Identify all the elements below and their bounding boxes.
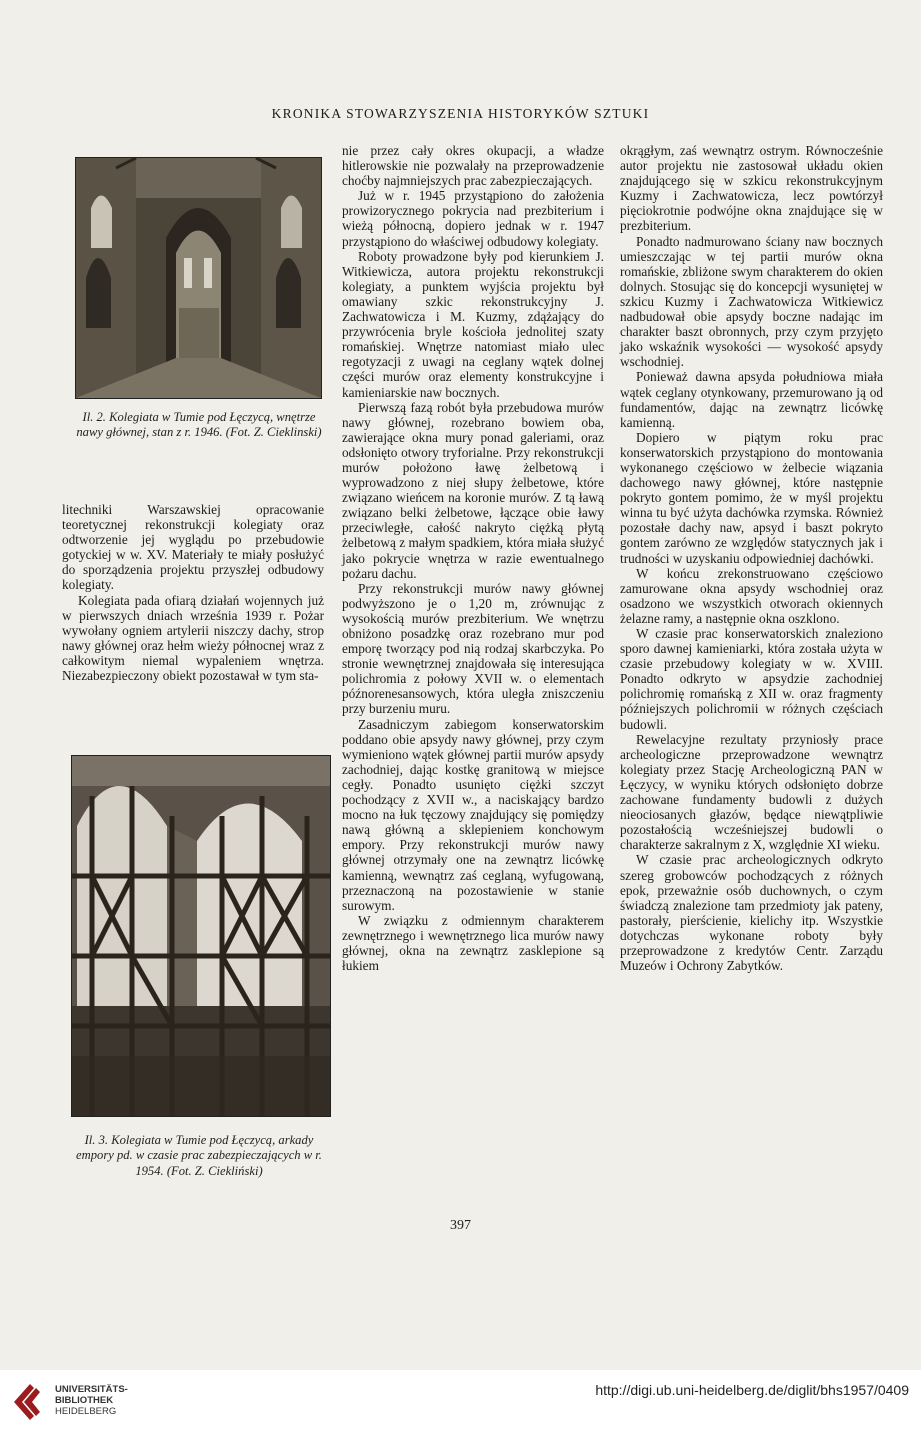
paragraph: Ponadto nadmurowano ściany naw bocznych umieszczając w tej partii murów okna romańskie, zbliżone swym charakterem do okien dolnych. Stosując się do koncepcji wysuniętej w szkicu Kuzmy i Zachwatowicza Witkiewicz nadbudował obie apsydy boczne nadając im charakter baszt obronnych, przy czym przyjęto jako wskaźnik wysokości — wysokość apsydy wschodniej. (620, 233, 883, 370)
permalink-url[interactable]: http://digi.ub.uni-heidelberg.de/diglit/bhs1957/0409 (595, 1382, 909, 1398)
paragraph: Pierwszą fazą robót była przebudowa murów nawy głównej, rozebrano bowiem oba, zawierające okna mury ponad galeriami, oraz odsłonięto otwory tryforialne. Przy rekonstrukcji murów położono ławę żelbetową i wyprowadzono z niej słupy żelbetowe, które związano wieńcem na koronie murów. Z tą ławą związano belki żelbetowe, łączące obie ławy przeciwległe, całość nakryto ciężką płytą żelbetową z małym spadkiem, która miała służyć jako pokrycie wnętrza w razie ewentualnego pożaru dachu. (342, 399, 604, 581)
paragraph: Już w r. 1945 przystąpiono do założenia prowizorycznego pokrycia nad prezbiterium i wieżą północną, dopiero jednak w r. 1947 przystąpiono do właściwej odbudowy kolegiaty. (342, 188, 604, 249)
university-library-logo-icon[interactable] (10, 1380, 50, 1424)
figure-2-photo (75, 157, 322, 399)
arcade-scaffolding-image (72, 756, 330, 1116)
library-name-line: UNIVERSITÄTS- (55, 1384, 128, 1395)
paragraph: Ponieważ dawna apsyda południowa miała wątek ceglany otynkowany, przemurowano ją od fundamentów, dając na zewnątrz licówkę kamienną. (620, 369, 883, 430)
paragraph: nie przez cały okres okupacji, a władze hitlerowskie nie pozwalały na przeprowadzenie choćby najmniejszych prac zabezpieczających. (342, 143, 604, 189)
figure-2-caption: Il. 2. Kolegiata w Tumie pod Łęczycą, wnętrze nawy głównej, stan z r. 1946. (Fot. Z. Cieklinski) (76, 410, 322, 440)
paragraph: W czasie prac konserwatorskich znaleziono sporo dawnej kamieniarki, która została użyta w czasie przebudowy kolegiaty w w. XVIII. Ponadto odkryto w apsydzie zachodniej polichromię romańską z XII w. oraz fragmenty późniejszych polichromii w różnych częściach budowli. (620, 626, 883, 732)
page-number: 397 (450, 1218, 471, 1233)
library-name-line: HEIDELBERG (55, 1406, 117, 1417)
text-column-left (62, 502, 324, 683)
text-column-middle (342, 143, 604, 973)
library-name-line: BIBLIOTHEK (55, 1395, 114, 1406)
paragraph: W czasie prac archeologicznych odkryto szereg grobowców pochodzących z różnych epok, przeważnie osób duchownych, o czym świadczą znalezione tam przedmioty jak pateny, pastorały, pierścienie, kielichy itp. Wszystkie dotychczas wykonane roboty były przeprowadzone z kredytów Centr. Zarządu Muzeów i Ochrony Zabytków. (620, 852, 883, 974)
paragraph: Kolegiata pada ofiarą działań wojennych już w pierwszych dniach września 1939 r. Pożar wywołany ogniem artylerii niszczy dachy, strop nawy głównej oraz hełm wieży północnej wraz z całkowitym niemal wypaleniem wnętrza. Niezabezpieczony obiekt pozostawał w tym sta- (62, 592, 324, 684)
paragraph: Dopiero w piątym roku prac konserwatorskich przystąpiono do montowania wykonanego częściowo w żelbecie wiązania dachowego nawy głównej, które następnie pokryto gontem pomimo, że w myśl projektu winna tu być użyta dachówka rzymska. Również pozostałe dachy naw, apsyd i baszt pokryto gontem zarówno ze względów statycznych jak i trudności w uzyskaniu odpowiedniej dachówki. (620, 429, 883, 566)
church-interior-image (76, 158, 321, 398)
paragraph: Zasadniczym zabiegom konserwatorskim poddano obie apsydy nawy głównej, przy czym wymieniono wątek głównej partii murów apsydy zachodniej, dając kostkę granitową w miejsce cegły. Ponadto usunięto ciężki szczyt pochodzący z XVII w., a naciskający bardzo mocno na łuk tęczowy znajdujący się pomiędzy nawą główną a sklepieniem konchowym empory. Przy rekonstrukcji murów nawy głównej otrzymały one na zewnątrz licówkę kamienną, wewnątrz zaś ceglaną, wyfugowaną, przeznaczoną na pozostawienie w stanie surowym. (342, 716, 604, 913)
paragraph: Rewelacyjne rezultaty przyniosły prace archeologiczne przeprowadzone wewnątrz kolegiaty przez Stację Archeologiczną PAN w Łęczycy, w wyniku których odsłonięto dobrze zachowane fundamenty budowli z dużych nieociosanych głazów, będące niewątpliwie pozostałością wcześniejszej budowli o charakterze sakralnym z X, względnie XI wieku. (620, 731, 883, 853)
paragraph: W związku z odmiennym charakterem zewnętrznego i wewnętrznego lica murów nawy głównej, okna na zewnątrz zasklepione są łukiem (342, 912, 604, 974)
viewer-footer (0, 1370, 921, 1437)
text-column-right (620, 143, 883, 973)
paragraph: litechniki Warszawskiej opracowanie teoretycznej rekonstrukcji kolegiaty oraz odtworzenie jej wyglądu po przebudowie gotyckiej w w. XV. Materiały te miały posłużyć do sporządzenia projektu przyszłej odbudowy kolegiaty. (62, 502, 324, 593)
paragraph: okrągłym, zaś wewnątrz ostrym. Równocześnie autor projektu nie zastosował układu okien znajdującego się w szkicu rekonstrukcyjnym Kuzmy i Zachwatowicza, lecz powtórzył pięciokrotnie podwójne okna znajdujące się w prezbiterium. (620, 143, 883, 234)
paragraph: Roboty prowadzone były pod kierunkiem J. Witkiewicza, autora projektu rekonstrukcji kolegiaty, a punktem wyjścia projektu był omawiany szkic rekonstrukcyjny J. Zachwatowicza i M. Kuzmy, zdążający do przywrócenia bryle kościoła jednolitej szaty romańskiej. Wnętrze natomiast miało ulec regotyzacji z uwagi na ceglany wątek dolnej części murów oraz elementy konstrukcyjne i kamieniarskie naw bocznych. (342, 248, 604, 400)
figure-3-caption: Il. 3. Kolegiata w Tumie pod Łęczycą, arkady empory pd. w czasie prac zabezpieczających w r. 1954. (Fot. Z. Ciekliński) (76, 1133, 322, 1178)
figure-3-photo (71, 755, 331, 1117)
paragraph: Przy rekonstrukcji murów nawy głównej podwyższono je o 1,20 m, zrównując z wysokością murów prezbiterium. We wnętrzu obniżono posadzkę oraz rozebrano mur pod emporę tworzący pod nią rodzaj skarbczyka. Po stronie wewnętrznej znajdowała się interesująca polichromia z połowy XVII w. o elementach późnorenesansowych, która uległa zniszczeniu przy burzeniu muru. (342, 580, 604, 717)
paragraph: W końcu zrekonstruowano częściowo zamurowane okna apsydy wschodniej oraz osadzono we wszystkich otworach okiennych żelazne ramy, a następnie okna oszklono. (620, 565, 883, 626)
library-name (55, 1384, 128, 1417)
running-head: KRONIKA STOWARZYSZENIA HISTORYKÓW SZTUKI (271, 106, 650, 121)
